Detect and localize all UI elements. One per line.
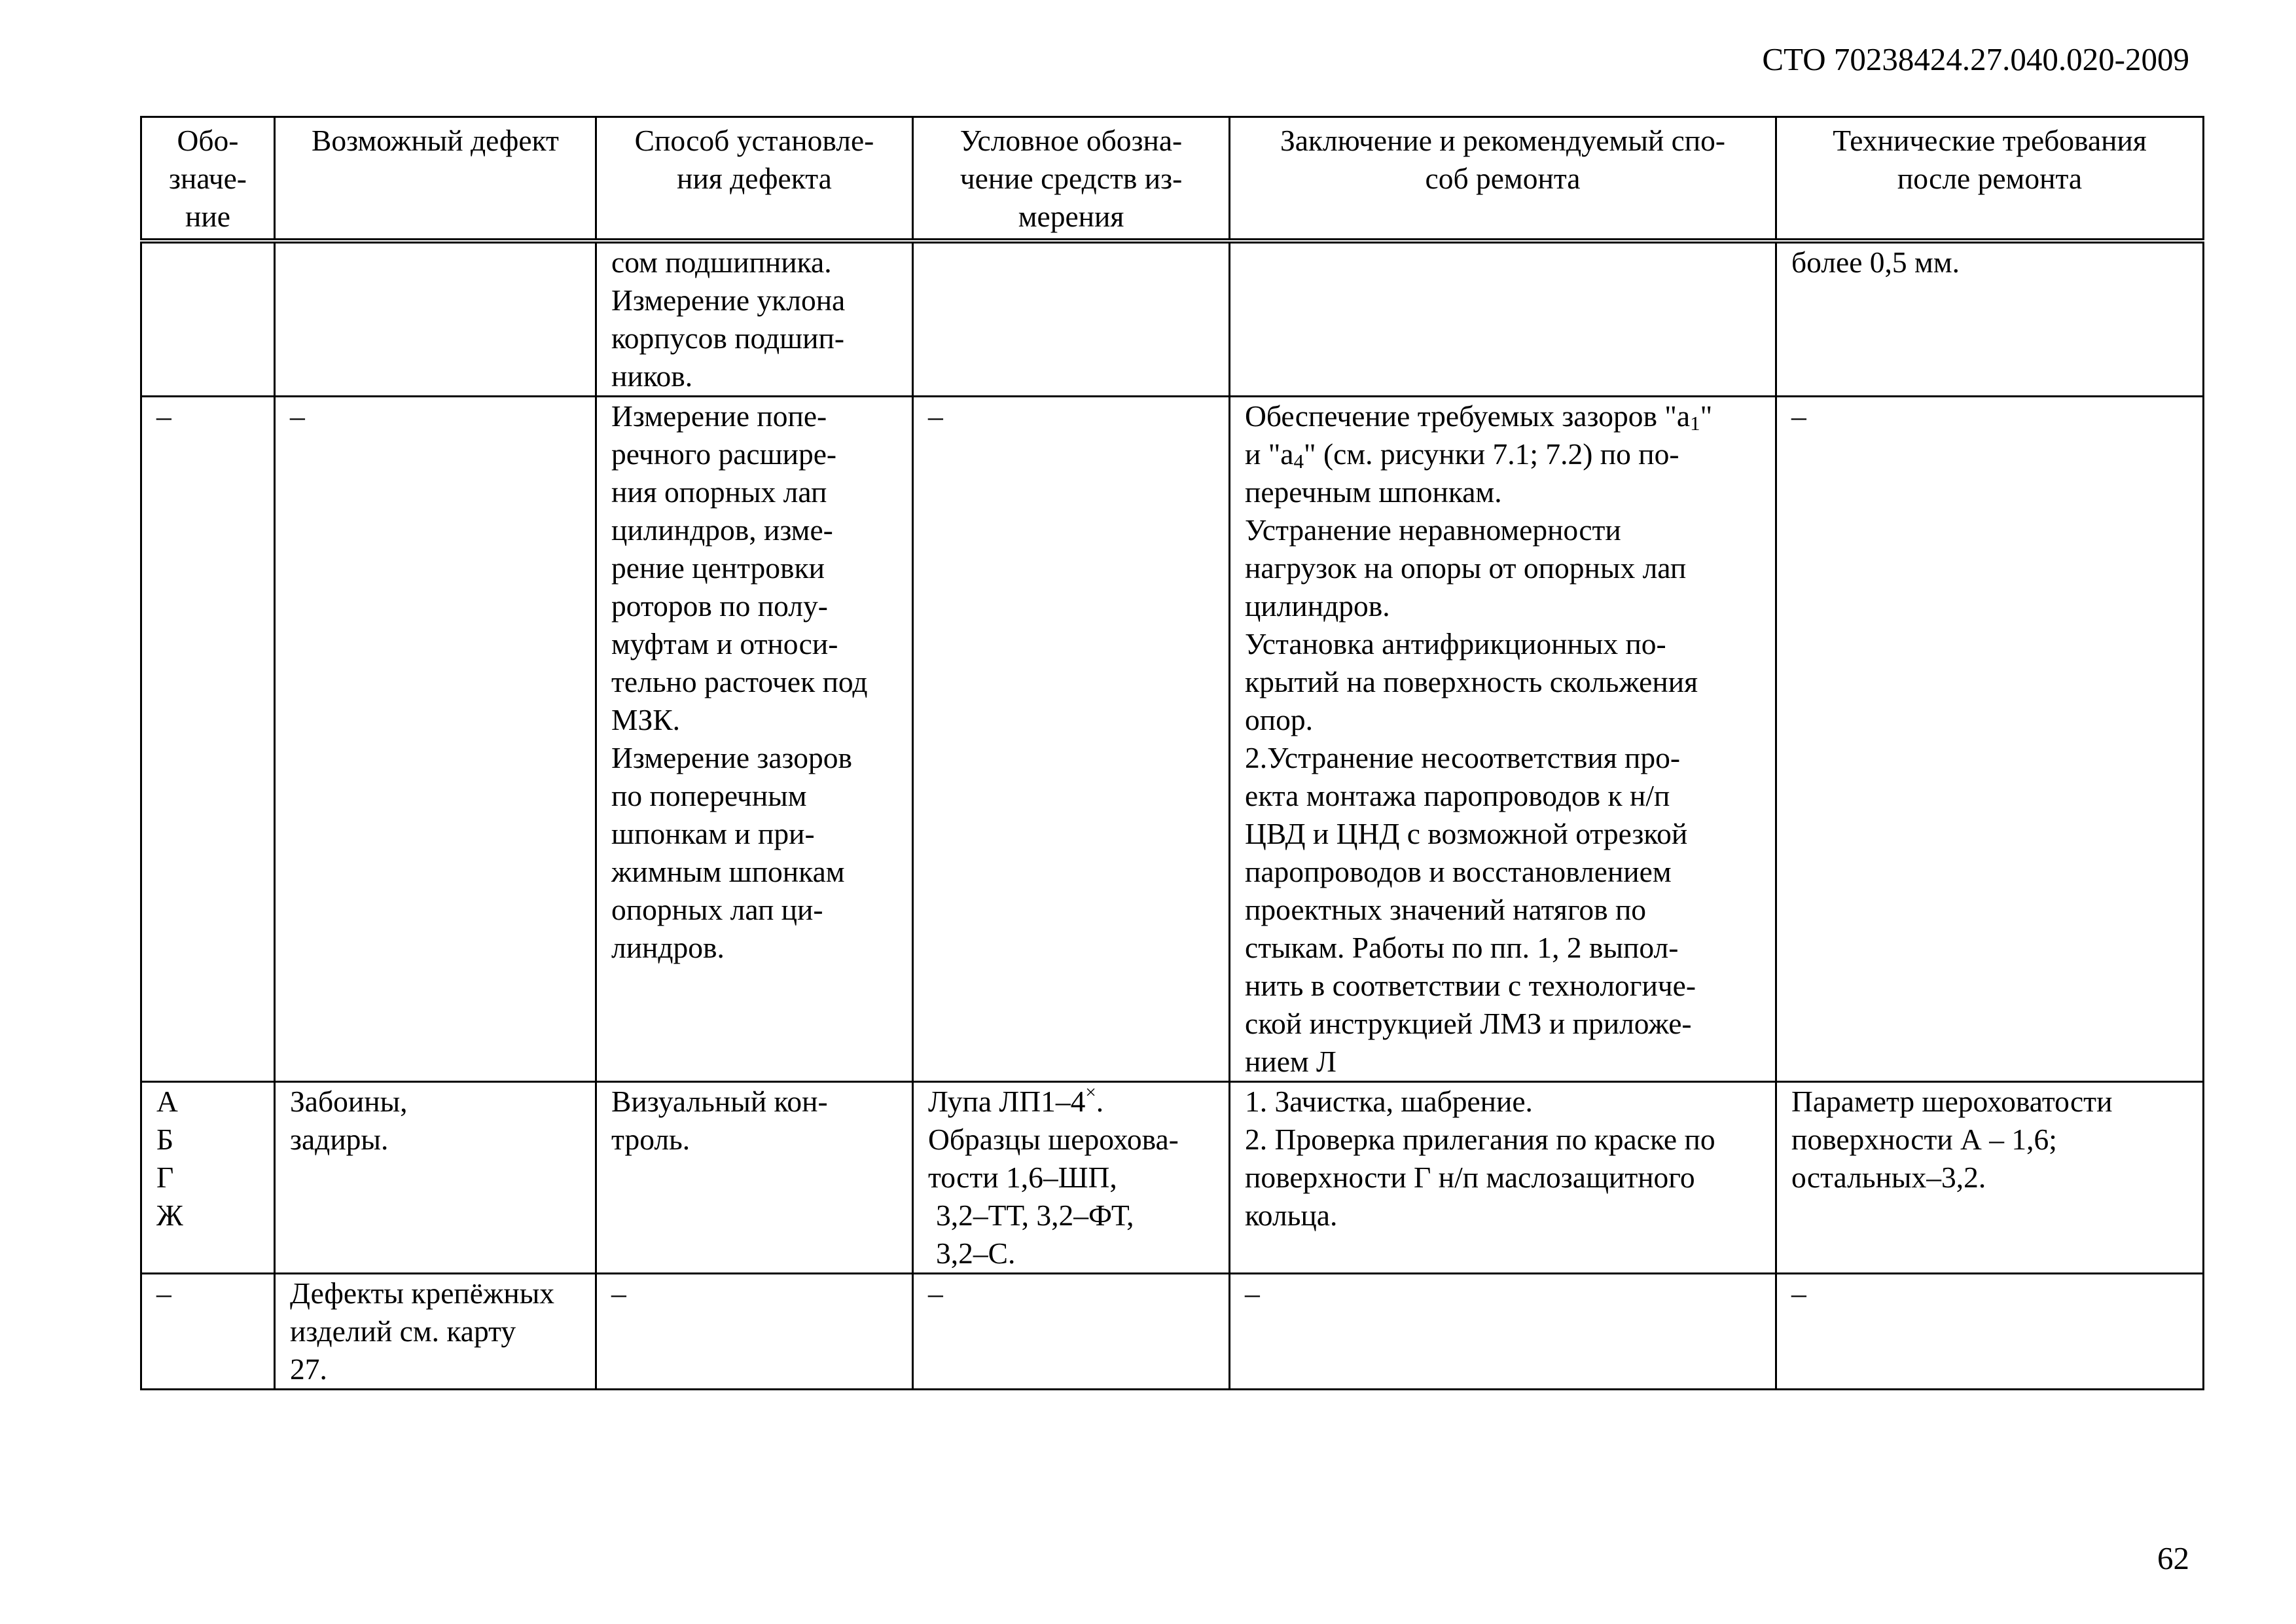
cell-tools — [913, 241, 1230, 397]
cell-designation: – — [141, 1274, 275, 1390]
cell-defect — [275, 241, 596, 397]
conclusion-line: Обеспечение требуемых зазоров "а1" — [1245, 399, 1713, 435]
page-number: 62 — [2157, 1540, 2189, 1576]
tools-line: тости 1,6–ШП, — [928, 1161, 1117, 1194]
cell-tools: – — [913, 397, 1230, 1082]
cell-designation: – — [141, 397, 275, 1082]
cell-requirements: Параметр шероховатости поверхности А – 1,6; остальных–3,2. — [1776, 1082, 2204, 1274]
column-header-conclusion: Заключение и рекомендуемый спо- соб ремонта — [1230, 117, 1776, 242]
cell-defect: Дефекты крепёжных изделий см. карту 27. — [275, 1274, 596, 1390]
cell-tools — [913, 1082, 1230, 1274]
tools-line: Лупа ЛП1–4×. — [928, 1082, 1104, 1118]
cell-conclusion — [1230, 241, 1776, 397]
header-row — [141, 117, 2204, 242]
conclusion-text: перечным шпонкам. Устранение неравномерности нагрузок на опоры от опорных лап цилиндров. Установка антифрикционных по- крытий на поверхность скольжения опор. 2.Устранение несоответствия про- екта монтажа паропроводов к н/п ЦВД и ЦНД с возможной отрезкой паропроводов и восстановлением проектных значений натягов по стыкам. Работы по пп. 1, 2 выпол- нить в соответствии с технологиче- ской инструкцией ЛМЗ и приложе- нием Л — [1245, 475, 1698, 1078]
table-row — [141, 1274, 2204, 1390]
column-header-requirements: Технические требования после ремонта — [1776, 117, 2204, 242]
conclusion-line: и "а4" (см. рисунки 7.1; 7.2) по по- — [1245, 437, 1679, 473]
cell-defect: Забоины, задиры. — [275, 1082, 596, 1274]
cell-designation — [141, 241, 275, 397]
cell-requirements: – — [1776, 1274, 2204, 1390]
document-code: СТО 70238424.27.040.020-2009 — [1762, 41, 2189, 77]
defects-table — [140, 116, 2204, 1390]
table-row — [141, 397, 2204, 1082]
column-header-designation: Обо- значе- ние — [141, 117, 275, 242]
column-header-method: Способ установле- ния дефекта — [596, 117, 913, 242]
tools-line: Образцы шерохова- — [928, 1123, 1179, 1156]
cell-method: Измерение попе- речного расшире- ния опорных лап цилиндров, изме- рение центровки роторов по полу- муфтам и относи- тельно расточек под МЗК. Измерение зазоров по поперечным шпонкам и при- жимным шпонкам опорных лап ци- линдров. — [596, 397, 913, 1082]
cell-method: сом подшипника. Измерение уклона корпусов подшип- ников. — [596, 241, 913, 397]
cell-designation: А Б Г Ж — [141, 1082, 275, 1274]
cell-method: Визуальный кон- троль. — [596, 1082, 913, 1274]
cell-tools: – — [913, 1274, 1230, 1390]
cell-conclusion: 1. Зачистка, шабрение. 2. Проверка прилегания по краске по поверхности Г н/п маслозащитного кольца. — [1230, 1082, 1776, 1274]
cell-requirements: – — [1776, 397, 2204, 1082]
tools-line: 3,2–С. — [936, 1236, 1016, 1270]
table-row — [141, 241, 2204, 397]
tools-line: 3,2–ТТ, 3,2–ФТ, — [936, 1199, 1134, 1232]
cell-conclusion: – — [1230, 1274, 1776, 1390]
cell-defect: – — [275, 397, 596, 1082]
cell-conclusion — [1230, 397, 1776, 1082]
column-header-tools: Условное обозна- чение средств из- мерения — [913, 117, 1230, 242]
column-header-defect: Возможный дефект — [275, 117, 596, 242]
table-row — [141, 1082, 2204, 1274]
cell-method: – — [596, 1274, 913, 1390]
table-header — [141, 117, 2204, 242]
cell-requirements: более 0,5 мм. — [1776, 241, 2204, 397]
